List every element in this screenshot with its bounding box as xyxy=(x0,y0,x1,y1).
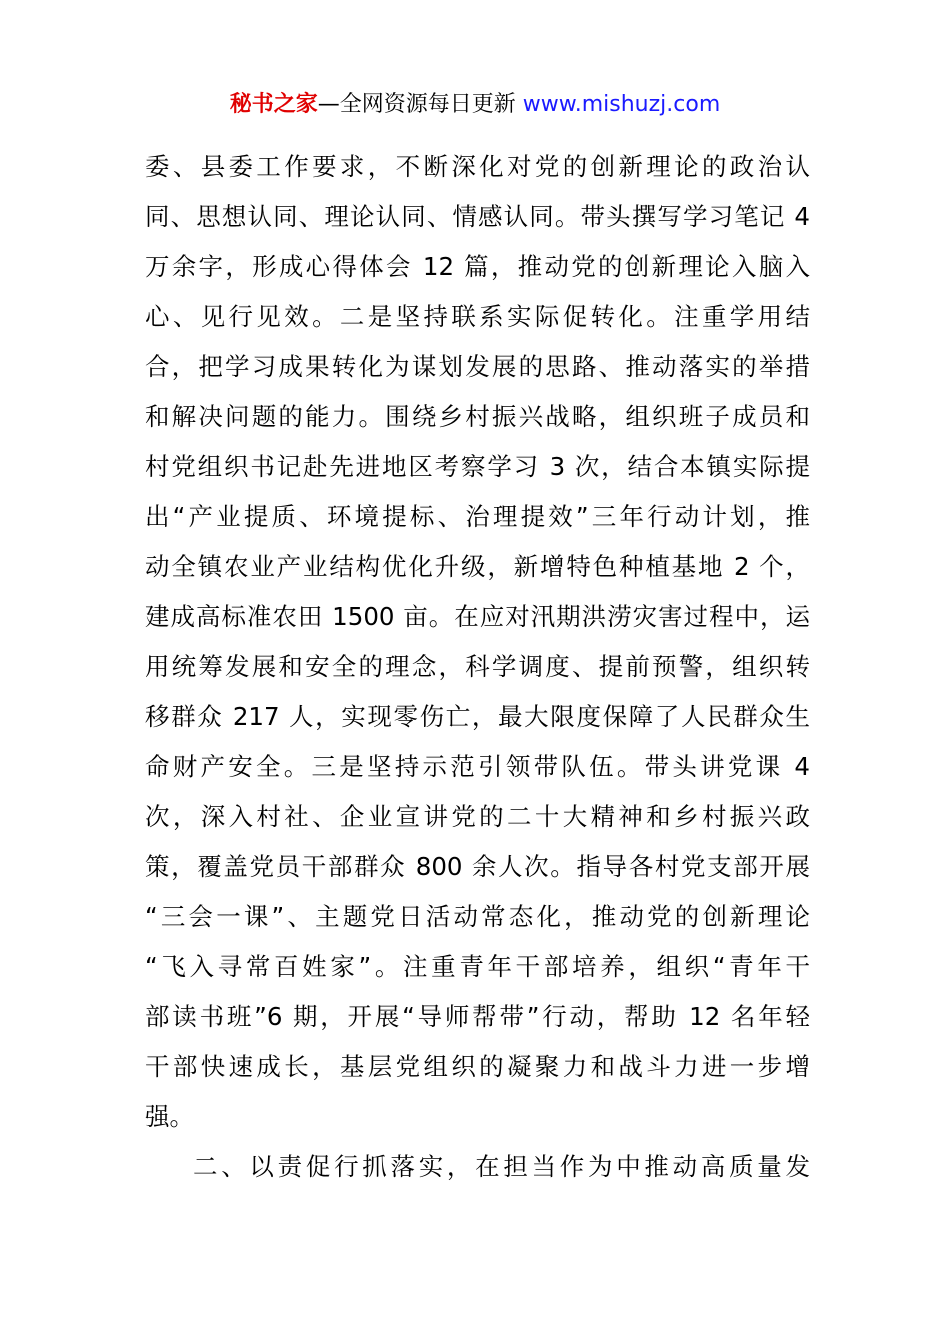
body-line: “三会一课”、主题党日活动常态化，推动党的创新理论 xyxy=(145,902,810,931)
body-line: 命财产安全。三是坚持示范引领带队伍。带头讲党课 4 xyxy=(145,752,810,781)
body-line: 建成高标准农田 1500 亩。在应对汛期洪涝灾害过程中，运 xyxy=(145,602,810,631)
body-line: 万余字，形成心得体会 12 篇，推动党的创新理论入脑入 xyxy=(145,252,810,281)
body-line: 委、县委工作要求，不断深化对党的创新理论的政治认 xyxy=(145,152,810,181)
header-url-link[interactable]: www.mishuzj.com xyxy=(522,92,721,117)
header-slogan: —全网资源每日更新 xyxy=(317,92,523,117)
body-line: 村党组织书记赴先进地区考察学习 3 次，结合本镇实际提 xyxy=(145,452,810,481)
body-line: 次，深入村社、企业宣讲党的二十大精神和乡村振兴政 xyxy=(145,802,810,831)
header-brand: 秘书之家 xyxy=(229,92,318,117)
body-line: 出“产业提质、环境提标、治理提效”三年行动计划，推 xyxy=(145,502,810,531)
body-line: “飞入寻常百姓家”。注重青年干部培养，组织“青年干 xyxy=(145,952,810,981)
body-line: 策，覆盖党员干部群众 800 余人次。指导各村党支部开展 xyxy=(145,852,810,881)
body-line: 部读书班”6 期，开展“导师帮带”行动，帮助 12 名年轻 xyxy=(145,1002,810,1031)
body-line: 强。 xyxy=(145,1102,194,1131)
body-line: 干部快速成长，基层党组织的凝聚力和战斗力进一步增 xyxy=(145,1052,810,1081)
body-line: 移群众 217 人，实现零伤亡，最大限度保障了人民群众生 xyxy=(145,702,810,731)
body-line: 心、见行见效。二是坚持联系实际促转化。注重学用结 xyxy=(145,302,810,331)
body-line: 用统筹发展和安全的理念，科学调度、提前预警，组织转 xyxy=(145,652,810,681)
body-line: 和解决问题的能力。围绕乡村振兴战略，组织班子成员和 xyxy=(145,402,810,431)
body-line: 动全镇农业产业结构优化升级，新增特色种植基地 2 个， xyxy=(145,552,810,581)
body-line: 同、思想认同、理论认同、情感认同。带头撰写学习笔记 4 xyxy=(145,202,810,231)
page-header xyxy=(0,90,950,120)
section-heading: 二、以责促行抓落实，在担当作为中推动高质量发 xyxy=(193,1152,810,1181)
body-line: 合，把学习成果转化为谋划发展的思路、推动落实的举措 xyxy=(145,352,810,381)
